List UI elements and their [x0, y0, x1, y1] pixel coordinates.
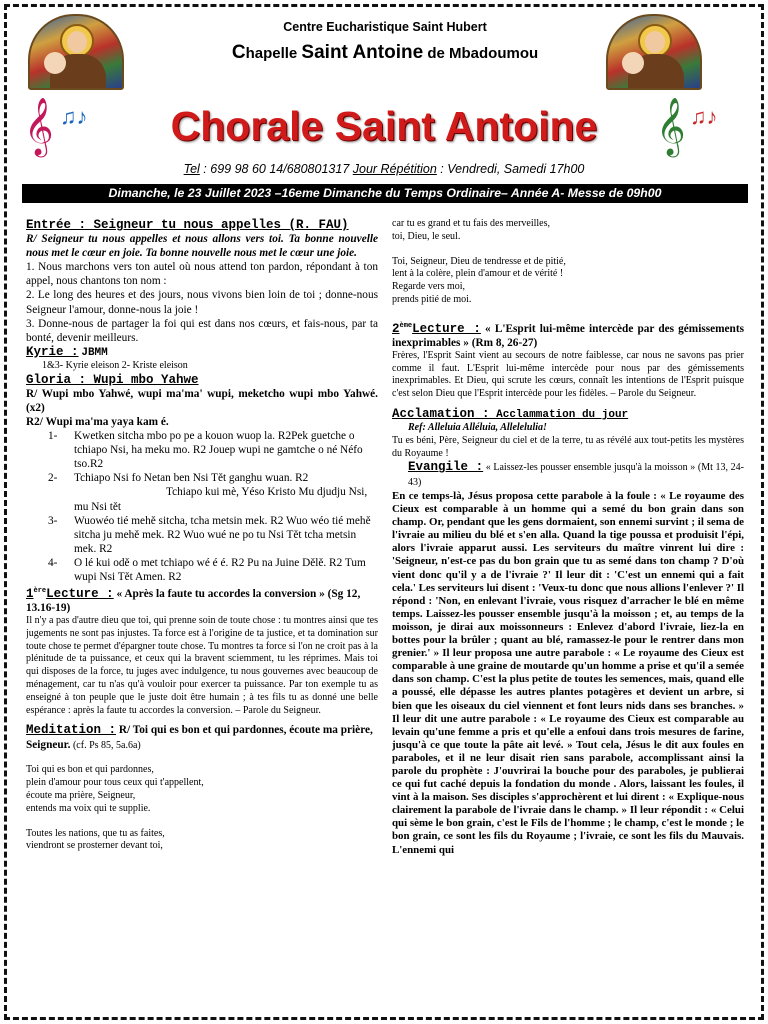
psalm-stanza: Toi qui es bon et qui pardonnes, plein d'amour pour tous ceux qui t'appellent, écoute ma prière, Seigneur, entends ma voix qui te supplie.: [26, 764, 204, 814]
contact-line: Tel : 699 98 60 14/680801317 Jour Répétition : Vendredi, Samedi 17h00: [183, 162, 585, 176]
music-notes-icon: ♫♪: [690, 104, 718, 129]
psalm-stanza: Toi, Seigneur, Dieu de tendresse et de pitié, lent à la colère, plein d'amour et de vérité ! Regarde vers moi, prends pitié de moi.: [392, 255, 566, 305]
entree-refrain: R/ Seigneur tu nous appelles et nous allons vers toi. Ta bonne nouvelle nous met le cœur en joie. Ta bonne nouvelle nous met le cœur une joie.: [26, 233, 378, 260]
lecture2-text: Frères, l'Esprit Saint vient au secours de notre faiblesse, car nous ne savons pas prier comme il faut. L'Esprit lui-même intercède pour nous par des gémissements inexprimables. Et Dieu, qui scrute les cœurs, connaît les intentions de l'Esprit puisque c'est selon Dieu que l'Esprit intercède pour les fidèles. – Parole du Seigneur.: [392, 349, 744, 400]
list-item: 4- O lé kui odě o met tchiapo wé é é. R2 Pu na Juine Dělě. R2 Tum wupi Nsi Tět Amen. R2: [48, 556, 366, 584]
stained-glass-saint-anthony-icon: [28, 14, 124, 90]
psalm-stanza: Toutes les nations, que tu as faites, viendront se prosterner devant toi,: [26, 827, 165, 852]
meditation-heading: Meditation : R/ Toi qui es bon et qui pardonnes, écoute ma prière, Seigneur. (cf. Ps 85, 5a.6a): [26, 723, 373, 751]
entree-verse: 1. Nous marchons vers ton autel où nous attend ton pardon, répondant à ton appel, nous chantons ton nom :: [26, 261, 378, 288]
entree-verse: 2. Le long des heures et des jours, nous vivons bien loin de toi ; donne-nous Seigneur l'amour, donne-nous la joie !: [26, 289, 378, 316]
gloria-refrain-2: R2/ Wupi ma'ma yaya kam é.: [26, 416, 169, 429]
right-column: [392, 218, 744, 1018]
gloria-verses: [26, 429, 378, 584]
music-notes-icon: ♫♪: [60, 104, 88, 129]
chapel-name: Chapelle Saint Antoine de Mbadoumou: [231, 42, 539, 63]
choir-title: Chorale Saint Antoine: [170, 103, 598, 149]
date-bar: Dimanche, le 23 Juillet 2023 –16eme Dimanche du Temps Ordinaire– Année A- Messe de 09h00: [22, 184, 748, 203]
lecture1-text: Il n'y a pas d'autre dieu que toi, qui prenne soin de toute chose : tu montres ainsi que tes jugements ne sont pas injustes. Ta force est à l'origine de ta justice, et ta domination sur toute chose te permet d'épargner toute chose. Tu montres ta force si l'on ne croit pas à la plénitude de ta puissance, et ceux qui la bravent sciemment, tu les réprimes. Mais toi qui disposes de la force, tu juges avec indulgence, tu nous gouvernes avec beaucoup de ménagement, car tu n'as qu'à vouloir pour exercer ta puissance. Par ton exemple tu as enseigné à ton peuple que le juste doit être humain ; à tes fils tu as donné une belle espérance : après la faute tu accordes la conversion. – Parole du Seigneur.: [26, 615, 378, 716]
center-name: Centre Eucharistique Saint Hubert: [283, 20, 487, 34]
lecture1-heading: 1èreLecture : « Après la faute tu accordes la conversion » (Sg 12, 13.16-19): [26, 586, 361, 614]
left-column: [26, 218, 378, 1018]
evangile-heading: Evangile : « Laissez-les pousser ensemble jusqu'à la moisson » (Mt 13, 24-43): [408, 460, 744, 489]
evangile-text: En ce temps-là, Jésus proposa cette parabole à la foule : « Le royaume des Cieux est comparable à un homme qui a semé du bon grain dans son champ. Or, pendant que les gens dormaient, son ennemi survint ; il sema de l'ivraie au milieu du blé et s'en alla. Quand la tige poussa et produisit l'épi, alors l'ivraie apparut aussi. Les serviteurs du maître vinrent lui dire : 'Seigneur, n'est-ce pas du bon grain que tu as semé dans ton champ ? D'où vient donc qu'il y a de l'ivraie ?' Il leur dit : 'C'est un ennemi qui a fait cela.' Les serviteurs lui disent : 'Veux-tu donc que nous allions l'enlever ?' Il répond : 'Non, en enlevant l'ivraie, vous risquez d'arracher le blé en même temps. Laissez-les pousser ensemble jusqu'à la moisson ; et, au temps de la moisson, je dirai aux moissonneurs : Enlevez d'abord l'ivraie, liez-la en bottes pour la brûler ; quant au blé, ramassez-le pour le rentrer dans mon grenier.' » Il leur proposa une autre parabole : « Le royaume des Cieux est comparable à une graine de moutarde qu'un homme a prise et qu'il a semée dans son champ. C'est la plus petite de toutes les semences, mais, quand elle a poussé, elle dépasse les autres plantes potagères et devient un arbre, si bien que les oiseaux du ciel viennent et font leurs nids dans ses branches. » Il leur dit une autre parabole : « Le royaume des Cieux est comparable au levain qu'une femme a pris et qu'elle a enfoui dans trois mesures de farine, jusqu'à ce que toute la pâte ait levé. » Tout cela, Jésus le dit aux foules en paraboles, et il ne leur disait rien sans parabole, accomplissant ainsi la parole du prophète : J'ouvrirai la bouche pour des paraboles, je publierai ce qui fut caché depuis la fondation du monde . Alors, laissant les foules, il vint à la maison. Ses disciples s'approchèrent et lui dirent : « Explique-nous clairement la parabole de l'ivraie dans le champ. » Il leur répondit : « Celui qui sème le bon grain, c'est le Fils de l'homme ; le champ, c'est le monde ; le bon grain, ce sont les fils du Royaume ; l'ivraie, ce sont les fils du Mauvais. L'ennemi qui: [392, 490, 744, 856]
stained-glass-saint-anthony-icon: [606, 14, 702, 90]
acclamation-refrain: Ref: Alleluia Alléluia, Allelelulia!: [408, 422, 547, 434]
entree-verse: 3. Donne-nous de partager la foi qui est dans nos cœurs, et fais-nous, par ta bonté, devenir meilleurs.: [26, 317, 378, 344]
lecture2-heading: 2èmeLecture : « L'Esprit lui-même intercède par des gémissements inexprimables » (Rm 8, 26-27): [392, 321, 744, 349]
list-item: 1- Kwetken sitcha mbo po pe a kouon wuop la. R2Pek guetche o tchiapo Nsi, ha meku mo. R2 Jouep wupi ne gamtche o né Néfo tso.R2: [48, 430, 363, 471]
acclamation-text: Tu es béni, Père, Seigneur du ciel et de la terre, tu as révélé aux tout-petits les mystères du Royaume !: [392, 434, 744, 459]
list-item: 3- Wuowéo tié mehě sitcha, tcha metsin mek. R2 Wuo wéo tié mehě sitcha ju mehě mek. R2 Wuo wué ne po tu Nsi Tět tcha metsin mek. R2: [48, 514, 371, 555]
psalm-stanza: car tu es grand et tu fais des merveilles, toi, Dieu, le seul.: [392, 218, 550, 242]
entree-heading: Entrée : Seigneur tu nous appelles (R. FAU): [26, 218, 349, 232]
acclamation-heading: Acclamation : Acclammation du jour: [392, 406, 629, 421]
gloria-refrain: R/ Wupi mbo Yahwé, wupi ma'ma' wupi, meketcho wupi mbo Yahwé. (x2): [26, 387, 378, 414]
gloria-heading: Gloria : Wupi mbo Yahwe: [26, 372, 199, 387]
kyrie-heading: Kyrie : JBMM: [26, 344, 108, 359]
treble-clef-icon: 𝄞: [24, 98, 54, 154]
kyrie-text: 1&3- Kyrie eleison 2- Kriste eleison: [42, 359, 188, 371]
list-item: 2- Tchiapo Nsi fo Netan ben Nsi Tět ganghu wuan. R2 Tchiapo kui mè, Yéso Kristo Mu djudju Nsi, mu Nsi tět: [48, 472, 368, 513]
treble-clef-icon: 𝄞: [656, 98, 686, 154]
